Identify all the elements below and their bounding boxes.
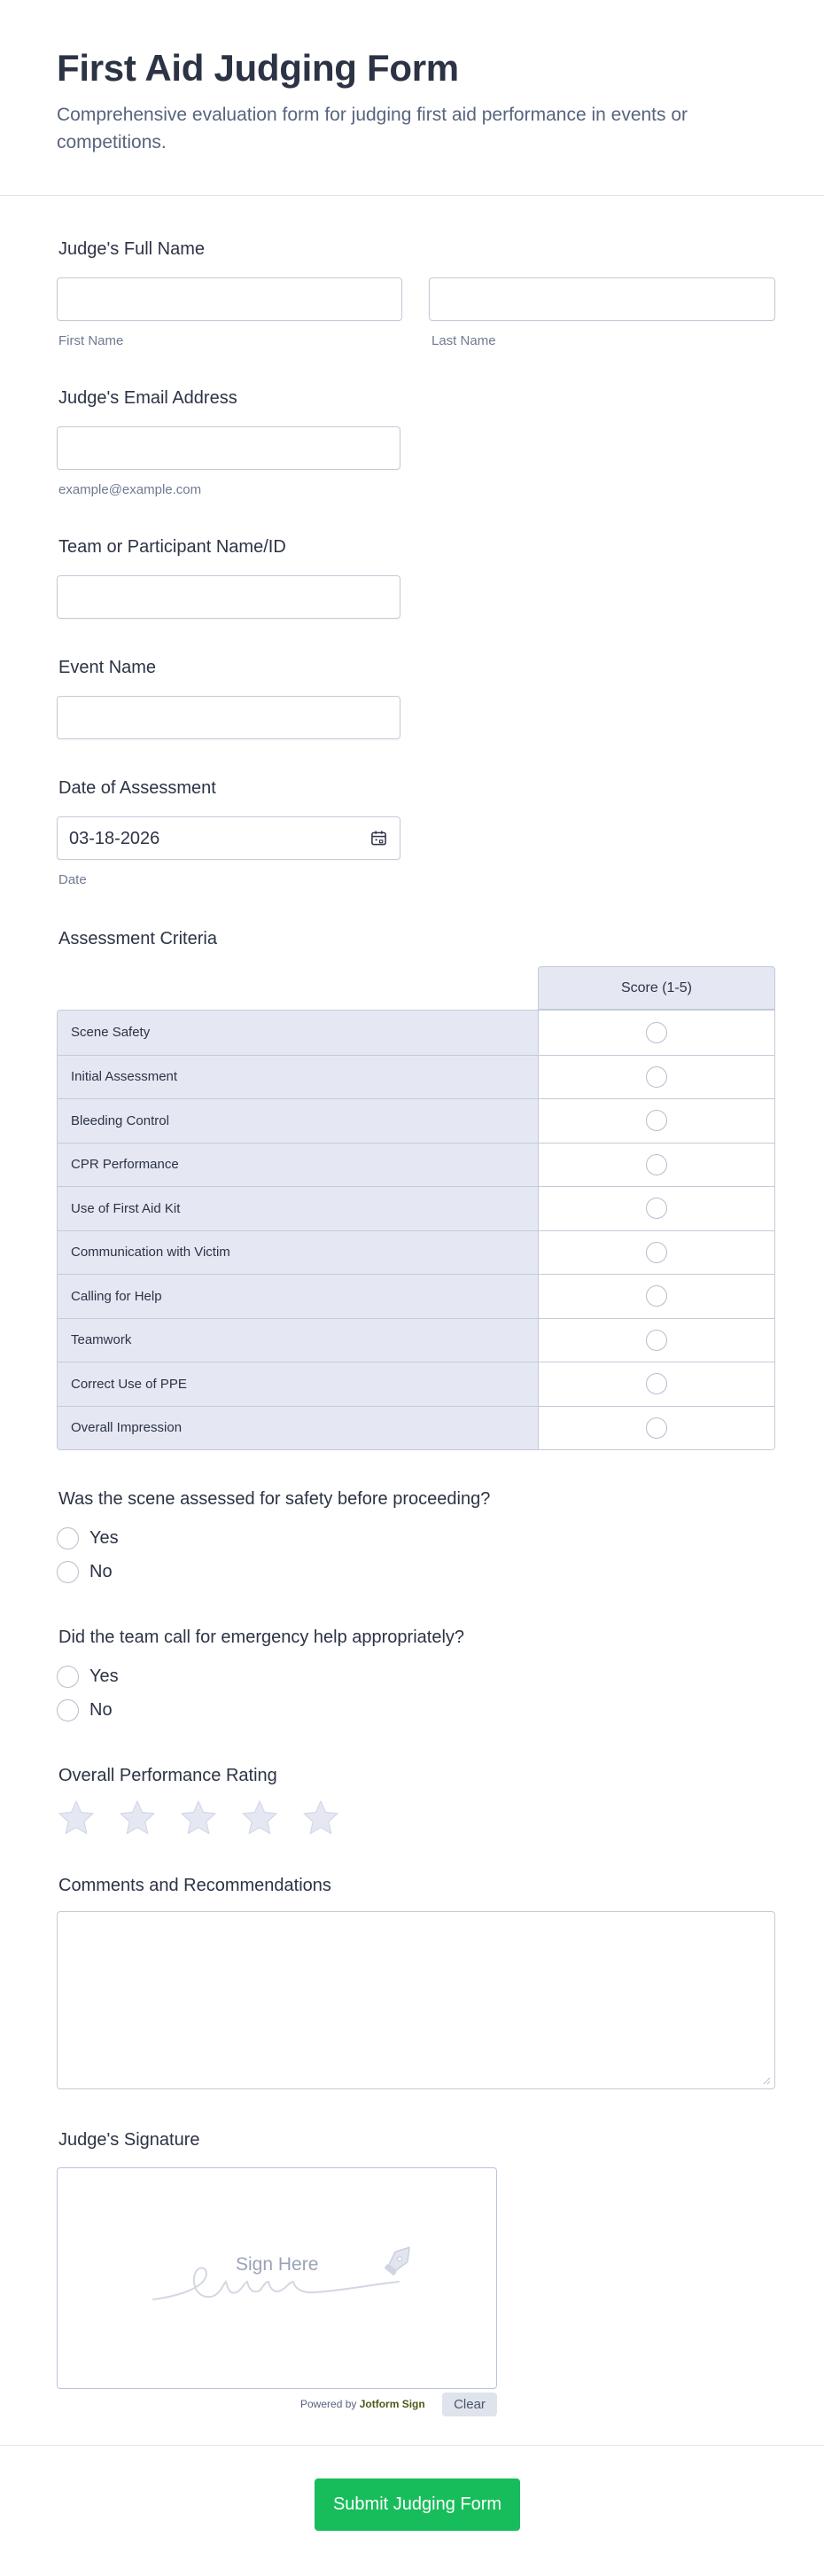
star-icon[interactable] bbox=[118, 1799, 157, 1838]
radio-circle[interactable] bbox=[57, 1666, 79, 1688]
date-input[interactable] bbox=[57, 816, 400, 860]
matrix-row-label: Initial Assessment bbox=[58, 1056, 539, 1099]
event-label: Event Name bbox=[58, 658, 157, 677]
form-description: Comprehensive evaluation form for judging first aid performance in events or competitions. bbox=[57, 105, 688, 152]
judge-name-label: Judge's Full Name bbox=[58, 239, 205, 259]
matrix-row-label: CPR Performance bbox=[58, 1144, 539, 1187]
score-radio[interactable] bbox=[646, 1066, 667, 1088]
matrix-row bbox=[58, 1406, 774, 1450]
safety-question-label: Was the scene assessed for safety before proceeding? bbox=[58, 1489, 491, 1509]
submit-button[interactable]: Submit Judging Form bbox=[315, 2478, 520, 2531]
calendar-icon[interactable] bbox=[370, 830, 387, 847]
powered-by bbox=[300, 2398, 425, 2410]
matrix-row-label: Calling for Help bbox=[58, 1275, 539, 1318]
score-radio[interactable] bbox=[646, 1285, 667, 1307]
matrix-row bbox=[58, 1186, 774, 1230]
form-header bbox=[0, 0, 824, 196]
last-name-field[interactable] bbox=[430, 278, 774, 320]
email-field[interactable] bbox=[58, 427, 400, 469]
resize-grip-icon[interactable] bbox=[762, 2076, 771, 2085]
matrix-row-label: Use of First Aid Kit bbox=[58, 1187, 539, 1230]
judge-email-label: Judge's Email Address bbox=[58, 388, 237, 408]
email-sublabel: example@example.com bbox=[58, 482, 202, 497]
matrix-row-label: Bleeding Control bbox=[58, 1099, 539, 1143]
option-label: No bbox=[89, 1562, 113, 1581]
score-radio[interactable] bbox=[646, 1198, 667, 1219]
score-radio[interactable] bbox=[646, 1417, 667, 1439]
jotform-sign-brand[interactable]: Jotform Sign bbox=[359, 2398, 425, 2410]
matrix-row bbox=[58, 1230, 774, 1275]
score-radio[interactable] bbox=[646, 1330, 667, 1351]
matrix-row bbox=[58, 1274, 774, 1318]
comments-label: Comments and Recommendations bbox=[58, 1876, 331, 1895]
matrix-score-cell[interactable] bbox=[539, 1056, 774, 1099]
matrix-body bbox=[57, 1010, 775, 1450]
star-icon[interactable] bbox=[179, 1799, 218, 1838]
comments-textarea[interactable] bbox=[57, 1911, 775, 2089]
radio-circle[interactable] bbox=[57, 1527, 79, 1550]
score-radio[interactable] bbox=[646, 1110, 667, 1131]
clear-signature-button[interactable]: Clear bbox=[442, 2393, 497, 2416]
signature-label: Judge's Signature bbox=[58, 2130, 200, 2150]
star-icon[interactable] bbox=[240, 1799, 279, 1838]
star-icon[interactable] bbox=[301, 1799, 340, 1838]
option-label: No bbox=[89, 1700, 113, 1720]
powered-by-text: Powered by bbox=[300, 2398, 357, 2410]
first-name-sublabel: First Name bbox=[58, 333, 124, 348]
matrix-score-cell[interactable] bbox=[539, 1319, 774, 1362]
matrix-score-cell[interactable] bbox=[539, 1144, 774, 1187]
radio-circle[interactable] bbox=[57, 1699, 79, 1721]
emergency-question-label: Did the team call for emergency help appropriately? bbox=[58, 1628, 465, 1647]
star-rating bbox=[57, 1799, 362, 1838]
matrix-row-label: Correct Use of PPE bbox=[58, 1362, 539, 1406]
matrix-score-cell[interactable] bbox=[539, 1099, 774, 1143]
emergency-option-yes[interactable] bbox=[57, 1666, 119, 1688]
score-radio[interactable] bbox=[646, 1373, 667, 1394]
first-name-input[interactable] bbox=[57, 277, 402, 321]
event-field[interactable] bbox=[58, 697, 400, 738]
radio-circle[interactable] bbox=[57, 1561, 79, 1583]
option-label: Yes bbox=[89, 1528, 119, 1548]
event-input[interactable] bbox=[57, 696, 400, 739]
matrix-score-cell[interactable] bbox=[539, 1187, 774, 1230]
matrix-row-label: Communication with Victim bbox=[58, 1231, 539, 1275]
matrix-row bbox=[58, 1098, 774, 1143]
matrix-row bbox=[58, 1362, 774, 1406]
signature-placeholder: Sign Here bbox=[236, 2254, 319, 2275]
signature-pad[interactable] bbox=[57, 2167, 497, 2389]
team-input[interactable] bbox=[57, 575, 400, 619]
matrix-score-cell[interactable] bbox=[539, 1407, 774, 1450]
matrix-row bbox=[58, 1318, 774, 1362]
matrix-row-label: Scene Safety bbox=[58, 1011, 539, 1055]
matrix-row bbox=[58, 1011, 774, 1055]
email-input[interactable] bbox=[57, 426, 400, 470]
star-icon[interactable] bbox=[57, 1799, 96, 1838]
option-label: Yes bbox=[89, 1667, 119, 1686]
form-title: First Aid Judging Form bbox=[57, 47, 459, 89]
score-radio[interactable] bbox=[646, 1242, 667, 1263]
score-radio[interactable] bbox=[646, 1022, 667, 1043]
matrix-score-cell[interactable] bbox=[539, 1362, 774, 1406]
last-name-input[interactable] bbox=[429, 277, 775, 321]
emergency-option-no[interactable] bbox=[57, 1699, 113, 1721]
matrix-score-cell[interactable] bbox=[539, 1011, 774, 1055]
team-label: Team or Participant Name/ID bbox=[58, 537, 286, 557]
safety-option-no[interactable] bbox=[57, 1561, 113, 1583]
date-label: Date of Assessment bbox=[58, 778, 216, 798]
matrix-row bbox=[58, 1055, 774, 1099]
team-field[interactable] bbox=[58, 576, 400, 618]
matrix-score-cell[interactable] bbox=[539, 1231, 774, 1275]
matrix-row-label: Teamwork bbox=[58, 1319, 539, 1362]
last-name-sublabel: Last Name bbox=[431, 333, 496, 348]
matrix-score-cell[interactable] bbox=[539, 1275, 774, 1318]
signature-placeholder-icon bbox=[58, 2168, 498, 2390]
date-sublabel: Date bbox=[58, 872, 87, 887]
matrix-row-label: Overall Impression bbox=[58, 1407, 539, 1450]
score-radio[interactable] bbox=[646, 1154, 667, 1175]
assessment-criteria-label: Assessment Criteria bbox=[58, 929, 217, 948]
safety-option-yes[interactable] bbox=[57, 1527, 119, 1550]
rating-label: Overall Performance Rating bbox=[58, 1766, 277, 1785]
matrix-row bbox=[58, 1143, 774, 1187]
date-value: 03-18-2026 bbox=[69, 829, 160, 848]
matrix-column-header: Score (1-5) bbox=[538, 966, 775, 1010]
first-name-field[interactable] bbox=[58, 278, 401, 320]
